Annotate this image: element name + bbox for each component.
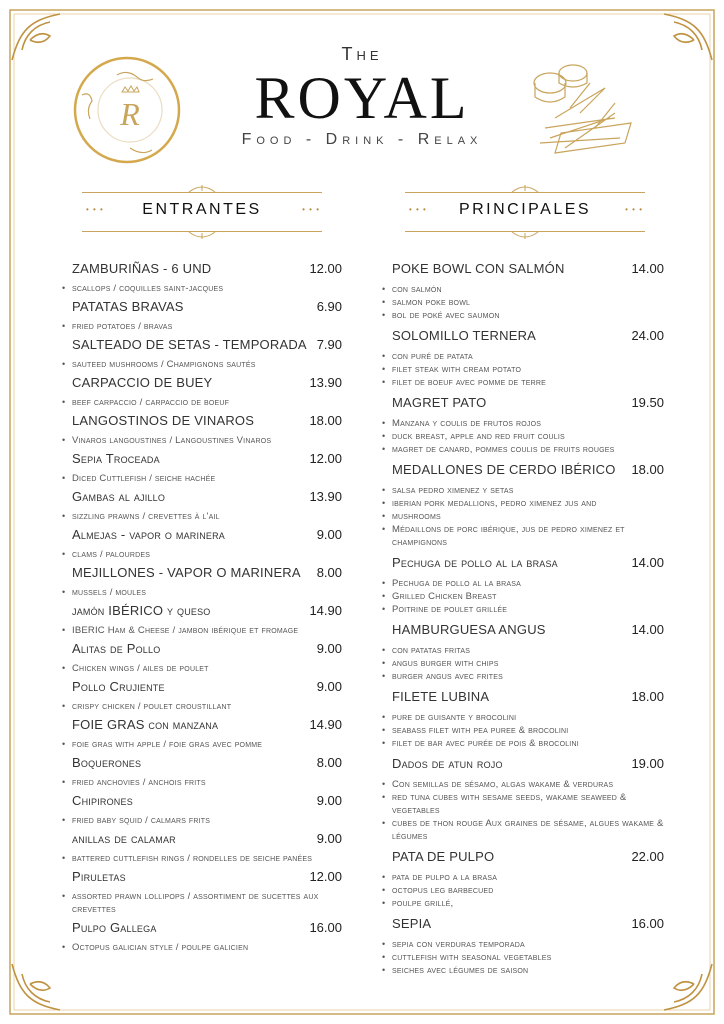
description-text: pure de guisante y brocolini bbox=[392, 712, 517, 723]
item-row bbox=[62, 297, 342, 317]
crown-ornament-icon bbox=[510, 184, 540, 193]
bullet-icon: • bbox=[382, 725, 386, 735]
item-name: ZAMBURIÑAS - 6 UND bbox=[72, 261, 212, 276]
item-row bbox=[62, 449, 342, 469]
item-name: POKE BOWL CON SALMÓN bbox=[392, 261, 565, 276]
description-text: Poitrine de poulet grillée bbox=[392, 604, 508, 615]
item-price: 14.00 bbox=[631, 555, 664, 570]
description-line bbox=[382, 711, 664, 724]
item-price: 9.00 bbox=[316, 793, 342, 808]
bullet-icon: • bbox=[382, 351, 386, 361]
description-text: foie gras with apple / foie gras avec pomme bbox=[72, 739, 263, 750]
dots-ornament: • • • bbox=[625, 205, 643, 214]
bullet-icon: • bbox=[62, 663, 66, 673]
section-title: ENTRANTES bbox=[142, 201, 262, 218]
item-row bbox=[62, 525, 342, 545]
bullet-icon: • bbox=[382, 524, 386, 534]
description-line bbox=[382, 737, 664, 750]
item-name: MEJILLONES - VAPOR O MARINERA bbox=[72, 565, 301, 580]
description-line bbox=[382, 817, 664, 843]
item-row bbox=[382, 846, 664, 868]
bullet-icon: • bbox=[382, 485, 386, 495]
item-description bbox=[62, 773, 342, 791]
item-description bbox=[382, 641, 664, 686]
item-price: 7.90 bbox=[316, 337, 342, 352]
bullet-icon: • bbox=[62, 321, 66, 331]
item-description bbox=[62, 507, 342, 525]
description-line bbox=[382, 443, 664, 456]
description-text: iberian pork medallions, pedro ximenez jus and bbox=[392, 498, 597, 509]
item-row bbox=[62, 829, 342, 849]
bullet-icon: • bbox=[382, 898, 386, 908]
menu-item bbox=[62, 487, 342, 525]
description-line bbox=[382, 577, 664, 590]
item-description bbox=[62, 279, 342, 297]
bullet-icon: • bbox=[62, 397, 66, 407]
description-text: salmon poke bowl bbox=[392, 297, 471, 308]
item-row bbox=[62, 563, 342, 583]
description-text: sepia con verduras temporada bbox=[392, 939, 525, 950]
item-description bbox=[62, 938, 342, 956]
menu-item bbox=[62, 563, 342, 601]
bullet-icon: • bbox=[62, 891, 66, 901]
item-description bbox=[62, 849, 342, 867]
item-price: 9.00 bbox=[316, 831, 342, 846]
description-text: sizzling prawns / crevettes à l'ail bbox=[72, 511, 220, 522]
crown-ornament-icon bbox=[187, 184, 217, 193]
item-description bbox=[382, 481, 664, 552]
description-line bbox=[382, 657, 664, 670]
bullet-icon: • bbox=[382, 498, 386, 508]
bullet-icon: • bbox=[382, 284, 386, 294]
menu-item bbox=[382, 686, 664, 753]
description-text: Octopus galician style / poulpe galicien bbox=[72, 942, 249, 953]
bullet-icon: • bbox=[62, 473, 66, 483]
menu-item bbox=[62, 525, 342, 563]
section-title: PRINCIPALES bbox=[458, 201, 592, 218]
menu-item bbox=[62, 918, 342, 956]
bullet-icon: • bbox=[382, 377, 386, 387]
item-row bbox=[382, 913, 664, 935]
description-line bbox=[382, 938, 664, 951]
item-description bbox=[62, 659, 342, 677]
item-row bbox=[382, 392, 664, 414]
bullet-icon: • bbox=[62, 942, 66, 952]
item-name: LANGOSTINOS DE VINAROS bbox=[72, 413, 255, 428]
item-row bbox=[62, 411, 342, 431]
item-price: 18.00 bbox=[631, 462, 664, 477]
item-price: 19.50 bbox=[631, 395, 664, 410]
description-line bbox=[382, 791, 664, 817]
bullet-icon: • bbox=[62, 549, 66, 559]
item-price: 18.00 bbox=[309, 413, 342, 428]
item-name: Pollo Crujiente bbox=[72, 679, 165, 694]
item-description bbox=[382, 347, 664, 392]
menu-item bbox=[62, 335, 342, 373]
bullet-icon: • bbox=[62, 511, 66, 521]
item-price: 9.00 bbox=[316, 679, 342, 694]
item-name: Gambas al ajillo bbox=[72, 489, 166, 504]
description-text: Grilled Chicken Breast bbox=[392, 591, 497, 602]
item-row bbox=[382, 753, 664, 775]
item-name: PATATAS BRAVAS bbox=[72, 299, 184, 314]
item-row bbox=[382, 619, 664, 641]
bullet-icon: • bbox=[382, 792, 386, 802]
description-text: magret de canard, pommes coulis de fruits rouges bbox=[392, 444, 615, 455]
crown-ornament-icon bbox=[510, 231, 540, 240]
menu-item bbox=[62, 639, 342, 677]
description-line bbox=[382, 724, 664, 737]
description-line bbox=[382, 296, 664, 309]
item-row bbox=[62, 918, 342, 938]
description-text: scallops / coquilles saint-jacques bbox=[72, 283, 224, 294]
bullet-icon: • bbox=[382, 738, 386, 748]
item-price: 14.90 bbox=[309, 717, 342, 732]
bullet-icon: • bbox=[62, 777, 66, 787]
item-price: 14.00 bbox=[631, 622, 664, 637]
bullet-icon: • bbox=[382, 952, 386, 962]
dots-ornament: • • • bbox=[409, 205, 427, 214]
item-price: 14.00 bbox=[631, 261, 664, 276]
menu-item bbox=[382, 619, 664, 686]
bullet-icon: • bbox=[62, 739, 66, 749]
restaurant-name: ROYAL bbox=[254, 65, 470, 131]
description-text: cuttlefish with seasonal vegetables bbox=[392, 952, 552, 963]
bullet-icon: • bbox=[62, 587, 66, 597]
item-row bbox=[62, 487, 342, 507]
item-price: 9.00 bbox=[316, 527, 342, 542]
title-the: The bbox=[341, 44, 383, 64]
item-description bbox=[382, 935, 664, 980]
item-row bbox=[382, 686, 664, 708]
item-name: Chipirones bbox=[72, 793, 133, 808]
item-name: MEDALLONES DE CERDO IBÉRICO bbox=[392, 462, 616, 477]
item-name: MAGRET PATO bbox=[392, 395, 487, 410]
description-line bbox=[382, 964, 664, 977]
description-text: filet steak with cream potato bbox=[392, 364, 522, 375]
bullet-icon: • bbox=[382, 444, 386, 454]
description-text: con patatas fritas bbox=[392, 645, 471, 656]
bullet-icon: • bbox=[62, 283, 66, 293]
description-text: seabass filet with pea puree & brocolini bbox=[392, 725, 569, 736]
description-text: bol de poké avec saumon bbox=[392, 310, 500, 321]
description-text: Pechuga de pollo al la brasa bbox=[392, 578, 522, 589]
item-name: SOLOMILLO TERNERA bbox=[392, 328, 537, 343]
item-name: Piruletas bbox=[72, 869, 126, 884]
item-description bbox=[62, 545, 342, 563]
item-price: 22.00 bbox=[631, 849, 664, 864]
description-text: mushrooms bbox=[392, 511, 441, 522]
item-price: 9.00 bbox=[316, 641, 342, 656]
menu-item bbox=[62, 791, 342, 829]
description-text: burger angus avec frites bbox=[392, 671, 503, 682]
item-description bbox=[62, 735, 342, 753]
description-text: fried baby squid / calmars frits bbox=[72, 815, 211, 826]
menu-item bbox=[62, 829, 342, 867]
bullet-icon: • bbox=[382, 779, 386, 789]
bullet-icon: • bbox=[382, 511, 386, 521]
description-line bbox=[382, 884, 664, 897]
description-text: Médaillons de porc ibérique, jus de pedro ximenez et champignons bbox=[392, 524, 625, 548]
item-name: FILETE LUBINA bbox=[392, 689, 490, 704]
item-name: CARPACCIO DE BUEY bbox=[72, 375, 213, 390]
dots-ornament: • • • bbox=[302, 205, 320, 214]
item-row bbox=[62, 867, 342, 887]
item-row bbox=[62, 791, 342, 811]
description-text: clams / palourdes bbox=[72, 549, 151, 560]
description-line bbox=[382, 590, 664, 603]
description-line bbox=[382, 363, 664, 376]
item-description bbox=[382, 574, 664, 619]
bullet-icon: • bbox=[62, 701, 66, 711]
bullet-icon: • bbox=[382, 578, 386, 588]
description-text: octopus leg barbecued bbox=[392, 885, 494, 896]
item-name: SALTEADO DE SETAS - TEMPORADA bbox=[72, 337, 307, 352]
description-text: assorted prawn lollipops / assortiment de sucettes aux crevettes bbox=[72, 891, 319, 915]
item-description bbox=[62, 393, 342, 411]
description-text: con salmón bbox=[392, 284, 442, 295]
bullet-icon: • bbox=[382, 591, 386, 601]
description-line bbox=[382, 417, 664, 430]
item-description bbox=[382, 280, 664, 325]
description-line bbox=[382, 309, 664, 322]
description-text: fried potatoes / bravas bbox=[72, 321, 173, 332]
item-description bbox=[62, 431, 342, 449]
menu-item bbox=[382, 258, 664, 325]
crown-ornament-icon bbox=[187, 231, 217, 240]
tagline: Food - Drink - Relax bbox=[241, 131, 483, 148]
menu-item bbox=[382, 325, 664, 392]
description-text: crispy chicken / poulet croustillant bbox=[72, 701, 232, 712]
item-row bbox=[62, 639, 342, 659]
menu-item bbox=[62, 715, 342, 753]
item-row bbox=[382, 258, 664, 280]
item-description bbox=[62, 317, 342, 335]
menu-item bbox=[382, 552, 664, 619]
description-line bbox=[382, 484, 664, 497]
description-text: duck breast, apple and red fruit coulis bbox=[392, 431, 565, 442]
item-name: FOIE GRAS con manzana bbox=[72, 717, 219, 732]
bullet-icon: • bbox=[382, 712, 386, 722]
description-text: Diced Cuttlefish / seiche hachée bbox=[72, 473, 216, 484]
logo-monogram: R bbox=[120, 96, 140, 132]
description-text: mussels / moules bbox=[72, 587, 147, 598]
item-price: 16.00 bbox=[631, 916, 664, 931]
item-name: PATA DE PULPO bbox=[392, 849, 495, 864]
item-row bbox=[382, 552, 664, 574]
description-text: battered cuttlefish rings / rondelles de seiche panées bbox=[72, 853, 313, 864]
description-text: Manzana y coulis de frutos rojos bbox=[392, 418, 542, 429]
bullet-icon: • bbox=[382, 604, 386, 614]
description-text: seiches avec légumes de saison bbox=[392, 965, 529, 976]
description-text: filet de bar avec purée de pois & brocolini bbox=[392, 738, 579, 749]
description-line bbox=[382, 283, 664, 296]
item-description bbox=[382, 414, 664, 459]
description-line bbox=[382, 510, 664, 523]
menu-item bbox=[62, 411, 342, 449]
item-row bbox=[62, 753, 342, 773]
item-description bbox=[382, 868, 664, 913]
description-line bbox=[382, 644, 664, 657]
bullet-icon: • bbox=[62, 435, 66, 445]
description-line bbox=[382, 603, 664, 616]
menu-item bbox=[382, 913, 664, 980]
bullet-icon: • bbox=[382, 872, 386, 882]
item-row bbox=[382, 459, 664, 481]
bullet-icon: • bbox=[382, 645, 386, 655]
item-price: 14.90 bbox=[309, 603, 342, 618]
description-line bbox=[382, 951, 664, 964]
dots-ornament: • • • bbox=[86, 205, 104, 214]
menu-item bbox=[62, 753, 342, 791]
menu-item bbox=[62, 601, 342, 639]
item-description bbox=[382, 775, 664, 846]
menu-item bbox=[62, 297, 342, 335]
bullet-icon: • bbox=[62, 625, 66, 635]
bullet-icon: • bbox=[382, 939, 386, 949]
menu-item bbox=[382, 459, 664, 552]
item-price: 12.00 bbox=[309, 869, 342, 884]
item-price: 13.90 bbox=[309, 375, 342, 390]
bullet-icon: • bbox=[62, 853, 66, 863]
section-header-entrantes bbox=[82, 184, 322, 236]
description-line bbox=[382, 897, 664, 910]
description-text: beef carpaccio / carpaccio de boeuf bbox=[72, 397, 230, 408]
menu-item bbox=[382, 753, 664, 846]
description-line bbox=[382, 376, 664, 389]
item-row bbox=[62, 373, 342, 393]
description-text: sauteed mushrooms / Champignons sautés bbox=[72, 359, 256, 370]
bullet-icon: • bbox=[382, 297, 386, 307]
description-line bbox=[382, 430, 664, 443]
item-description bbox=[62, 811, 342, 829]
item-row bbox=[382, 325, 664, 347]
item-name: Dados de atun rojo bbox=[392, 756, 503, 771]
description-line bbox=[382, 497, 664, 510]
section-header-principales bbox=[405, 184, 645, 236]
item-description bbox=[62, 621, 342, 639]
item-row bbox=[62, 677, 342, 697]
bullet-icon: • bbox=[382, 431, 386, 441]
description-line bbox=[382, 350, 664, 363]
item-price: 18.00 bbox=[631, 689, 664, 704]
description-line bbox=[382, 871, 664, 884]
item-name: HAMBURGUESA ANGUS bbox=[392, 622, 546, 637]
item-name: Boquerones bbox=[72, 755, 142, 770]
bullet-icon: • bbox=[382, 885, 386, 895]
description-text: fried anchovies / anchois frits bbox=[72, 777, 206, 788]
description-text: IBERIC Ham & Cheese / jambon ibérique et fromage bbox=[72, 625, 299, 636]
entrantes-list bbox=[62, 259, 342, 956]
menu-item bbox=[62, 867, 342, 918]
bullet-icon: • bbox=[62, 815, 66, 825]
item-name: Pechuga de pollo al la brasa bbox=[392, 555, 558, 570]
description-line bbox=[382, 670, 664, 683]
item-price: 6.90 bbox=[316, 299, 342, 314]
item-name: Almejas - vapor o marinera bbox=[72, 527, 226, 542]
item-price: 8.00 bbox=[316, 565, 342, 580]
bullet-icon: • bbox=[382, 965, 386, 975]
item-row bbox=[62, 715, 342, 735]
item-price: 12.00 bbox=[309, 261, 342, 276]
item-name: Alitas de Pollo bbox=[72, 641, 161, 656]
menu-item bbox=[62, 677, 342, 715]
description-text: con puré de patata bbox=[392, 351, 473, 362]
description-text: red tuna cubes with sesame seeds, wakame seaweed & vegetables bbox=[392, 792, 627, 816]
principales-list bbox=[382, 258, 664, 980]
description-text: pata de pulpo a la brasa bbox=[392, 872, 498, 883]
item-name: anillas de calamar bbox=[72, 831, 176, 846]
bullet-icon: • bbox=[382, 418, 386, 428]
item-name: SEPIA bbox=[392, 916, 432, 931]
item-description bbox=[62, 697, 342, 715]
description-text: angus burger with chips bbox=[392, 658, 499, 669]
description-text: poulpe grillé, bbox=[392, 898, 454, 909]
item-price: 8.00 bbox=[316, 755, 342, 770]
menu-item bbox=[62, 449, 342, 487]
item-name: Sepia Troceada bbox=[72, 451, 160, 466]
menu-item bbox=[62, 373, 342, 411]
item-name: Pulpo Gallega bbox=[72, 920, 157, 935]
description-text: salsa pedro ximenez y setas bbox=[392, 485, 514, 496]
item-description bbox=[62, 583, 342, 601]
item-row bbox=[62, 335, 342, 355]
menu-item bbox=[382, 392, 664, 459]
item-name: jamón IBÉRICO y queso bbox=[72, 603, 211, 618]
bullet-icon: • bbox=[62, 359, 66, 369]
item-row bbox=[62, 601, 342, 621]
item-price: 16.00 bbox=[309, 920, 342, 935]
description-text: cubes de thon rouge Aux graines de sésame, algues wakame & légumes bbox=[392, 818, 664, 842]
description-line bbox=[382, 523, 664, 549]
item-price: 24.00 bbox=[631, 328, 664, 343]
item-price: 13.90 bbox=[309, 489, 342, 504]
bullet-icon: • bbox=[382, 658, 386, 668]
item-description bbox=[62, 355, 342, 373]
menu-item bbox=[62, 259, 342, 297]
item-price: 19.00 bbox=[631, 756, 664, 771]
item-description bbox=[382, 708, 664, 753]
description-text: filet de boeuf avec pomme de terre bbox=[392, 377, 546, 388]
bullet-icon: • bbox=[382, 310, 386, 320]
item-price: 12.00 bbox=[309, 451, 342, 466]
item-description bbox=[62, 469, 342, 487]
description-text: Vinaros langoustines / Langoustines Vinaros bbox=[72, 435, 272, 446]
menu-item bbox=[382, 846, 664, 913]
item-description bbox=[62, 887, 342, 918]
bullet-icon: • bbox=[382, 364, 386, 374]
description-text: Con semillas de sésamo, algas wakame & verduras bbox=[392, 779, 614, 790]
description-text: Chicken wings / ailes de poulet bbox=[72, 663, 209, 674]
item-row bbox=[62, 259, 342, 279]
bullet-icon: • bbox=[382, 671, 386, 681]
bullet-icon: • bbox=[382, 818, 386, 828]
description-line bbox=[382, 778, 664, 791]
